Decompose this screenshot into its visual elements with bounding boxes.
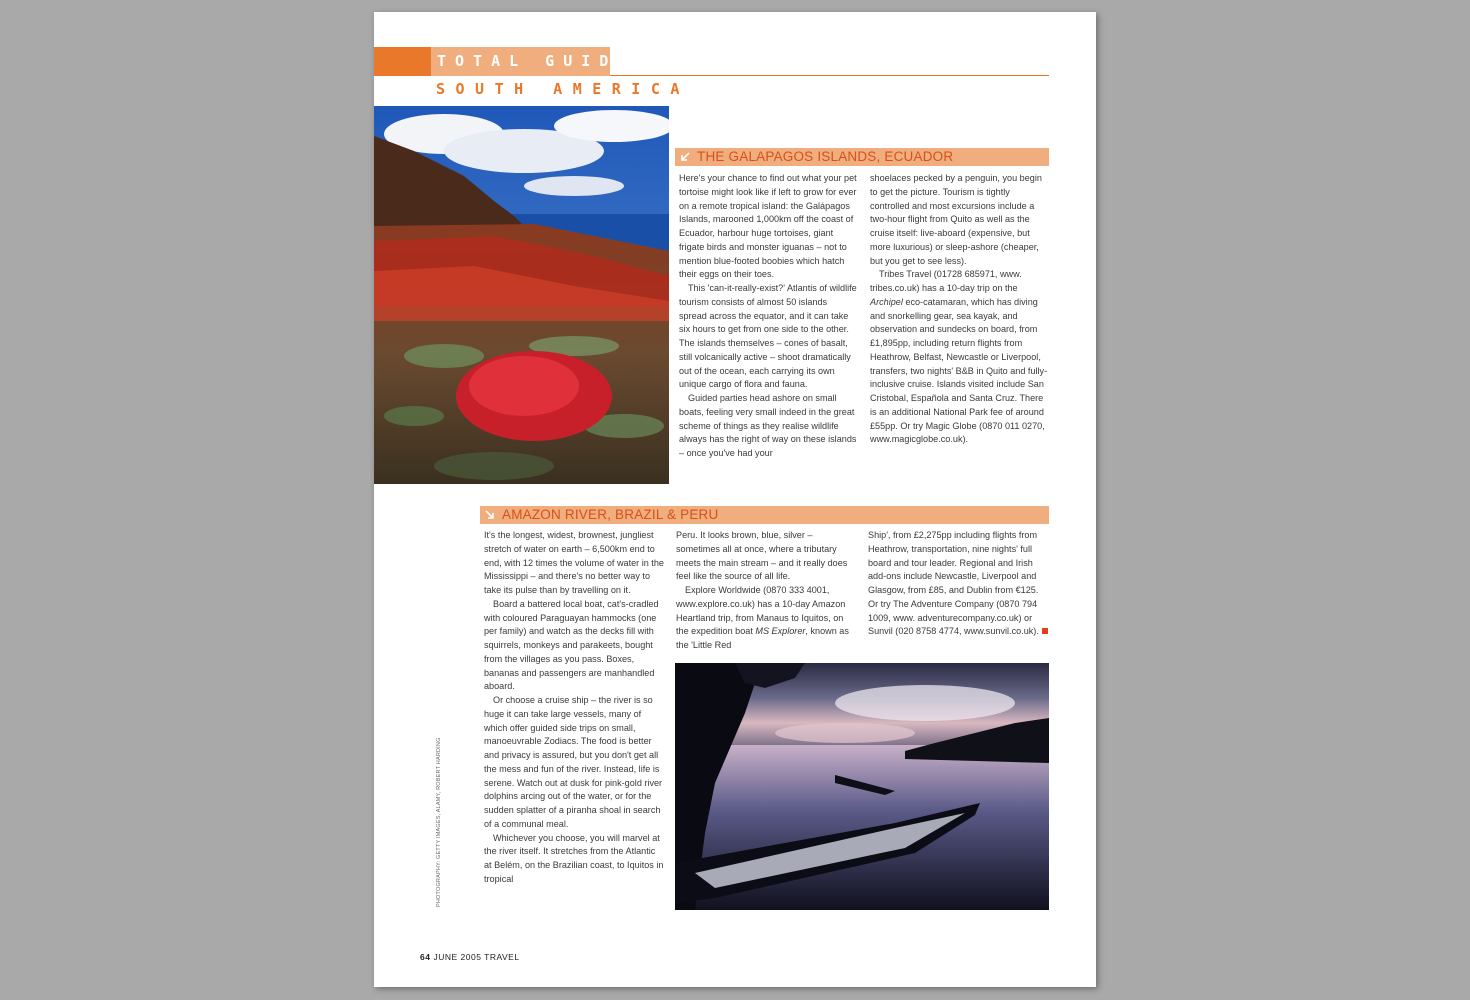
text-run: Ship', from £2,275pp including flights from Heathrow, transportation, nine nights' full board and tour leader. Regional and Irish add-ons include Newcastle, Liverpool and Glasgow, from £85, and Dublin from €125. Or try The Adventure Company (0870 794 1009, www. adventurecompany.co.uk) or Sunvil (020 8758 4774, www.sunvil.co.uk). [868,530,1039,637]
magazine-page [374,12,1096,987]
amazon-heading-bar [480,506,1049,524]
amazon-heading: AMAZON RIVER, BRAZIL & PERU [502,507,719,522]
amazon-river-photo [675,663,1049,910]
text-run: Tribes Travel (01728 685971, www. tribes.co.uk) has a 10-day trip on the [870,269,1022,293]
arrow-down-left-icon [679,151,691,163]
masthead-accent-block [374,47,431,76]
amazon-paragraph: Board a battered local boat, cat's-cradled with coloured Paraguayan hammocks (one per family) and watch as the decks fill with squirrels, monkeys and parakeets, bought from the villages as you pass. Boxes, bananas and passengers are manhandled aboard. [484,598,659,692]
amazon-paragraph: It's the longest, widest, brownest, jungliest stretch of water on earth – 6,500km end to end, with 12 times the volume of water in the Mississippi – and there's no better way to take its pulse than by travelling on it. [484,530,664,595]
photo-credit: PHOTOGRAPHY: GETTY IMAGES, ALAMY, ROBERT HARDING [436,737,442,907]
masthead-rule [610,75,1049,76]
text-run: , known as the 'Little Red [676,626,849,650]
boat-name: Archipel [870,296,903,307]
galapagos-paragraph: Here's your chance to find out what your pet tortoise might look like if left to grow for ever on a remote tropical island: the Galápagos Islands, marooned 1,000km off the coast of Ecuador, harbour huge tortoises, giant frigate birds and monster iguanas – not to mention blue-footed boobies which hatch their eggs on their toes. [679,173,857,280]
galapagos-paragraph: shoelaces pecked by a penguin, you begin to get the picture. Tourism is tightly controlled and most excursions include a two-hour flight from Quito as well as the cruise itself: live-aboard (expensive, but more luxurious) or sleep-ashore (cheaper, but you get to see less). [870,173,1042,266]
masthead-title: TOTAL GUIDE [431,47,610,76]
galapagos-paragraph: This 'can-it-really-exist?' Atlantis of wildlife tourism consists of almost 50 islands spread across the equator, and it can take six hours to get from one side to the other. The islands themselves – cones of basalt, still volcanically active – shoot dramatically out of the ocean, each carrying its own unique cargo of flora and fauna. [679,283,857,390]
amazon-paragraph: Or choose a cruise ship – the river is so huge it can take large vessels, many of which offer guided side trips on small, manoeuvrable Zodiacs. The food is better and privacy is assured, but you don't get all the mess and fun of the river. Instead, life is serene. Watch out at dusk for pink-gold river dolphins arcing out of the water, or for the sudden splatter of a piranha shoal in search of a communal meal. [484,695,663,829]
amazon-paragraph [868,529,1050,639]
page-number: 64 [420,952,431,962]
amazon-paragraph [676,584,856,653]
galapagos-heading-bar [675,148,1049,166]
galapagos-photo [374,106,669,484]
galapagos-heading: THE GALAPAGOS ISLANDS, ECUADOR [697,149,954,164]
amazon-paragraph: Whichever you choose, you will marvel at the river itself. It stretches from the Atlantic at Belém, on the Brazilian coast, to Iquitos in tropical [484,832,664,884]
issue-label: JUNE 2005 TRAVEL [433,952,520,962]
boat-name: MS Explorer [755,626,806,637]
galapagos-column-1 [679,172,857,461]
masthead-subtitle: SOUTH AMERICA [436,80,690,98]
amazon-column-1 [484,529,664,887]
amazon-column-3 [868,529,1050,639]
galapagos-paragraph: Guided parties head ashore on small boats, feeling very small indeed in the great scheme of things as they realise wildlife always has the right of way on these islands – once you've had your [679,393,857,458]
end-mark-icon [1042,628,1048,634]
text-run: Explore Worldwide (0870 333 4001, www.explore.co.uk) has a 10-day Amazon Heartland trip, from Manaus to Iquitos, on the expedition boat [676,585,846,637]
amazon-paragraph: Peru. It looks brown, blue, silver – sometimes all at once, where a tributary meets the main stream – and it really does feel like the source of all life. [676,530,848,582]
galapagos-paragraph [870,268,1050,447]
galapagos-column-2 [870,172,1050,447]
amazon-column-2 [676,529,856,653]
text-run: eco-catamaran, which has diving and snorkelling gear, sea kayak, and observation and sundecks on board, from £1,895pp, including return flights from Heathrow, Belfast, Newcastle or Liverpool, transfers, two nights' B&B in Quito and fully-inclusive cruise. Islands visited include San Cristobal, Española and Santa Cruz. There is an additional National Park fee of around £55pp. Or try Magic Globe (0870 011 0270, www.magicglobe.co.uk). [870,296,1048,445]
page-folio [420,952,520,962]
arrow-down-right-icon [484,509,496,521]
